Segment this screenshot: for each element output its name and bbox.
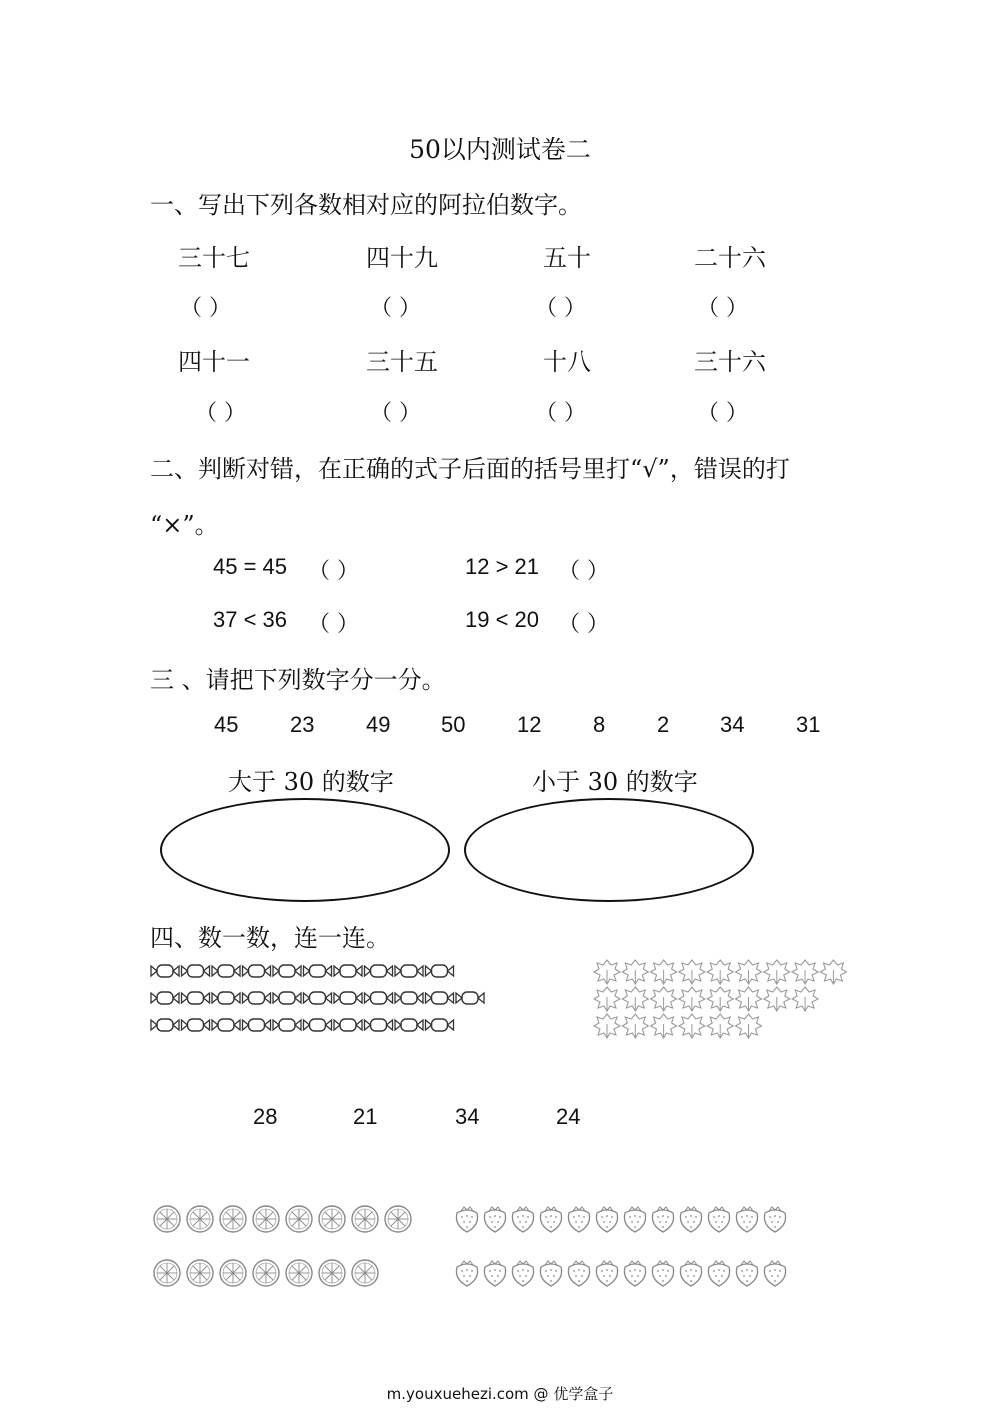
orange-slice-icon xyxy=(253,1260,279,1286)
candy-icon xyxy=(456,992,484,1004)
comparison-expression: 45 = 45 xyxy=(213,554,288,579)
strawberry-icon xyxy=(764,1207,785,1232)
candy-icon xyxy=(243,992,271,1004)
candy-icon xyxy=(212,965,240,977)
count-number[interactable]: 34 xyxy=(455,1104,480,1129)
candy-icon xyxy=(212,1019,240,1031)
sort-number: 12 xyxy=(517,712,542,737)
chinese-number: 四十九 xyxy=(366,244,438,272)
chinese-number: 三十六 xyxy=(694,348,766,376)
candy-icon xyxy=(151,965,179,977)
candy-icon xyxy=(426,1019,454,1031)
sort-number: 49 xyxy=(366,712,391,737)
leaf-icon xyxy=(594,960,620,984)
section3-heading: 三 、请把下列数字分一分。 xyxy=(150,666,446,694)
strawberry-icon xyxy=(484,1261,505,1286)
leaf-icon xyxy=(792,960,818,984)
strawberry-icon xyxy=(708,1261,729,1286)
leaf-icon xyxy=(622,987,648,1011)
candy-icon xyxy=(426,965,454,977)
answer-blank[interactable]: （ ） xyxy=(180,296,231,321)
strawberry-icon xyxy=(680,1207,701,1232)
strawberry-icon xyxy=(736,1207,757,1232)
comparison-expression: 12 > 21 xyxy=(465,554,540,579)
orange-slice-icon xyxy=(220,1206,246,1232)
orange-slice-icon xyxy=(286,1260,312,1286)
answer-blank[interactable]: （ ） xyxy=(558,612,609,637)
candy-icon xyxy=(304,1019,332,1031)
chinese-number: 十八 xyxy=(543,348,591,376)
answer-blank[interactable]: （ ） xyxy=(535,401,586,426)
leaf-icon xyxy=(594,987,620,1011)
sort-number: 2 xyxy=(657,712,670,737)
candy-icon xyxy=(395,992,423,1004)
less-than-30-label: 小于 30 的数字 xyxy=(532,768,698,796)
strawberry-icon xyxy=(596,1261,617,1286)
strawberry-icon xyxy=(624,1261,645,1286)
orange-slice-icon xyxy=(154,1206,180,1232)
strawberry-icon xyxy=(680,1261,701,1286)
candy-icon xyxy=(212,992,240,1004)
count-number[interactable]: 24 xyxy=(556,1104,581,1129)
leaf-icon xyxy=(679,987,705,1011)
candy-icon xyxy=(395,965,423,977)
section1-heading: 一、写出下列各数相对应的阿拉伯数字。 xyxy=(150,191,582,219)
candy-icon xyxy=(273,1019,301,1031)
answer-blank[interactable]: （ ） xyxy=(308,612,359,637)
orange-slice-icon xyxy=(154,1260,180,1286)
candy-icon xyxy=(334,992,362,1004)
strawberry-icon xyxy=(456,1207,477,1232)
strawberry-icon xyxy=(708,1207,729,1232)
section2-heading: 二、判断对错，在正确的式子后面的括号里打“√”，错误的打 xyxy=(150,455,790,483)
candy-icon xyxy=(365,965,393,977)
orange-slice-icon xyxy=(187,1206,213,1232)
leaf-icon xyxy=(736,987,762,1011)
strawberry-icon xyxy=(568,1207,589,1232)
candy-icon xyxy=(365,1019,393,1031)
strawberry-icon xyxy=(736,1261,757,1286)
strawberry-icon xyxy=(540,1207,561,1232)
leaf-icon xyxy=(651,987,677,1011)
leaf-icon xyxy=(820,960,846,984)
candy-icon xyxy=(182,1019,210,1031)
sort-number: 45 xyxy=(214,712,239,737)
count-number[interactable]: 28 xyxy=(253,1104,278,1129)
comparison-expression: 37 < 36 xyxy=(213,607,288,632)
sort-number: 31 xyxy=(796,712,821,737)
strawberry-icon xyxy=(764,1261,785,1286)
strawberry-icon xyxy=(540,1261,561,1286)
leaf-icon xyxy=(651,1014,677,1038)
candy-group xyxy=(151,965,484,1031)
candy-icon xyxy=(365,992,393,1004)
sort-number: 23 xyxy=(290,712,315,737)
chinese-number: 五十 xyxy=(543,244,591,272)
leaf-icon xyxy=(679,960,705,984)
count-number[interactable]: 21 xyxy=(353,1104,378,1129)
sort-number: 8 xyxy=(593,712,606,737)
strawberry-icon xyxy=(652,1207,673,1232)
orange-slice-icon xyxy=(352,1206,378,1232)
candy-icon xyxy=(243,965,271,977)
strawberry-icon xyxy=(596,1207,617,1232)
candy-icon xyxy=(151,992,179,1004)
strawberry-icon xyxy=(624,1207,645,1232)
answer-blank[interactable]: （ ） xyxy=(697,401,748,426)
candy-icon xyxy=(182,965,210,977)
orange-slice-icon xyxy=(187,1260,213,1286)
greater-than-30-label: 大于 30 的数字 xyxy=(228,768,394,796)
leaf-icon xyxy=(679,1014,705,1038)
answer-blank[interactable]: （ ） xyxy=(535,296,586,321)
orange-slice-icon xyxy=(319,1206,345,1232)
section4-heading: 四、数一数，连一连。 xyxy=(150,924,390,952)
candy-icon xyxy=(395,1019,423,1031)
section2-heading-cont: “×”。 xyxy=(150,511,219,539)
chinese-number: 三十五 xyxy=(366,348,438,376)
orange-slice-icon xyxy=(253,1206,279,1232)
orange-slice-icon xyxy=(352,1260,378,1286)
leaf-icon xyxy=(622,1014,648,1038)
leaf-icon xyxy=(622,960,648,984)
leaf-icon xyxy=(736,1014,762,1038)
strawberry-icon xyxy=(512,1261,533,1286)
strawberry-icon xyxy=(512,1207,533,1232)
chinese-number: 四十一 xyxy=(178,348,250,376)
candy-icon xyxy=(304,992,332,1004)
strawberry-icon xyxy=(652,1261,673,1286)
chinese-number: 三十七 xyxy=(178,244,250,272)
candy-icon xyxy=(273,992,301,1004)
comparison-expression: 19 < 20 xyxy=(465,607,540,632)
orange-slice-icon xyxy=(286,1206,312,1232)
candy-icon xyxy=(304,965,332,977)
answer-blank[interactable]: （ ） xyxy=(195,401,246,426)
candy-icon xyxy=(334,1019,362,1031)
candy-icon xyxy=(151,1019,179,1031)
candy-icon xyxy=(273,965,301,977)
candy-icon xyxy=(243,1019,271,1031)
orange-slice-icon xyxy=(319,1260,345,1286)
leaf-icon xyxy=(764,960,790,984)
candy-icon xyxy=(334,965,362,977)
leaf-icon xyxy=(764,987,790,1011)
sort-number: 34 xyxy=(720,712,745,737)
leaf-icon xyxy=(594,1014,620,1038)
answer-blank[interactable]: （ ） xyxy=(370,401,421,426)
footer-watermark: m.youxuehezi.com @ 优学盒子 xyxy=(386,1385,614,1403)
orange-slice-group xyxy=(154,1206,411,1286)
strawberry-icon xyxy=(456,1261,477,1286)
leaf-icon xyxy=(792,987,818,1011)
answer-blank[interactable]: （ ） xyxy=(308,559,359,584)
strawberry-icon xyxy=(484,1207,505,1232)
orange-slice-icon xyxy=(385,1206,411,1232)
leaf-icon xyxy=(707,960,733,984)
candy-icon xyxy=(426,992,454,1004)
candy-icon xyxy=(182,992,210,1004)
page-title: 50以内测试卷二 xyxy=(409,135,591,164)
answer-blank[interactable]: （ ） xyxy=(558,559,609,584)
leaf-icon xyxy=(707,987,733,1011)
strawberry-group xyxy=(456,1207,785,1286)
chinese-number: 二十六 xyxy=(694,244,766,272)
answer-blank[interactable]: （ ） xyxy=(370,296,421,321)
strawberry-icon xyxy=(568,1261,589,1286)
leaf-group xyxy=(594,960,846,1038)
answer-blank[interactable]: （ ） xyxy=(697,296,748,321)
leaf-icon xyxy=(707,1014,733,1038)
leaf-icon xyxy=(736,960,762,984)
leaf-icon xyxy=(651,960,677,984)
sort-number: 50 xyxy=(441,712,466,737)
orange-slice-icon xyxy=(220,1260,246,1286)
